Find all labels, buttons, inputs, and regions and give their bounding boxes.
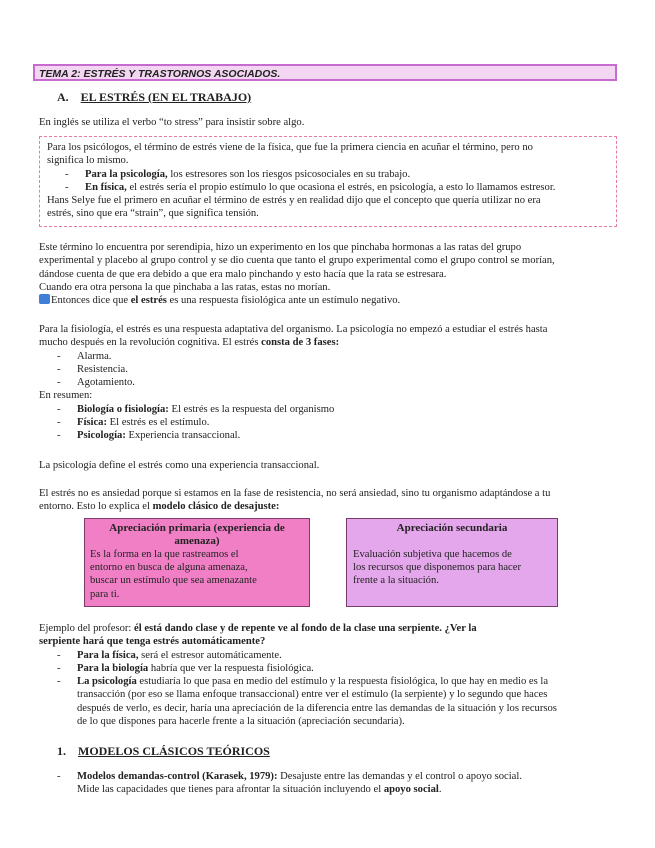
definition-line: Hans Selye fue el primero en acuñar el término de estrés y en realidad dijo que el concepto que quería utilizar no era xyxy=(47,195,541,207)
secondary-appraisal-title: Apreciación secundaria xyxy=(396,522,508,534)
topic-title: TEMA 2: ESTRÉS Y TRASTORNOS ASOCIADOS. xyxy=(39,68,281,80)
topic-banner xyxy=(33,64,617,81)
definition-bullet: - Para la psicología, los estresores son los riesgos psicosociales en su trabajo. xyxy=(65,168,411,180)
paragraph-physiology: Para la fisiología, el estrés es una respuesta adaptativa del organismo. La psicología no empezó a estudiar el estrés hasta mucho después en la revolución cognitiva. El estrés consta de 3 fases: - Alarma. - Resistencia. - Agotamiento. En resumen: - Biología o fisiología: El estrés es la respuesta del organismo - Física: El estrés es el estímulo. - Psicología: Experiencia transaccional. xyxy=(39,323,619,443)
phase-item: - Agotamiento. xyxy=(57,377,135,389)
phase-item: - Resistencia. xyxy=(57,363,128,375)
summary-item: - Psicología: Experiencia transaccional. xyxy=(57,430,241,442)
intro-text: En inglés se utiliza el verbo “to stress” para insistir sobre algo. xyxy=(39,117,305,128)
definition-line: significa lo mismo. xyxy=(47,155,129,167)
summary-label: En resumen: xyxy=(39,390,93,402)
definition-line: Para los psicólogos, el término de estrés viene de la física, que fue la primera ciencia en acuñar el término, pero no xyxy=(47,142,533,153)
paragraph-transactional: La psicología define el estrés como una experiencia transaccional. xyxy=(39,460,320,471)
primary-appraisal-title: Apreciación primaria (experiencia de xyxy=(109,522,285,534)
section-a-number: A. xyxy=(57,90,69,104)
section-a-heading xyxy=(57,88,251,106)
definition-line: estrés, sino que era “strain”, que significa tensión. xyxy=(47,208,259,220)
paragraph-mismatch: El estrés no es ansiedad porque si estamos en la fase de resistencia, no será ansiedad, sino tu organismo adaptándose a tu entorno. Esto lo explica el modelo clásico de desajuste: xyxy=(39,488,551,513)
section-a-title: EL ESTRÉS (EN EL TRABAJO) xyxy=(80,90,252,104)
example-bullet: - La psicología estudiaría lo que pasa en medio del estímulo y la respuesta fisiológica, lo que hay en medio es la xyxy=(57,676,549,688)
primary-appraisal-content: Apreciación primaria (experiencia de amenaza) Es la forma en la que rastreamos el entorno en busca de alguna amenaza, buscar un estímulo que sea amenazante para ti. xyxy=(88,522,306,601)
example-bullet: - Para la física, será el estresor automáticamente. xyxy=(57,649,282,661)
definition-box-content xyxy=(47,141,613,221)
arrow-link-icon[interactable] xyxy=(39,294,50,304)
section-1-number: 1. xyxy=(57,744,66,758)
section-1-title: MODELOS CLÁSICOS TEÓRICOS xyxy=(78,744,270,758)
model-demand-control: - Modelos demandas-control (Karasek, 1979): Desajuste entre las demandas y el control o apoyo social. Mide las capacidades que tienes para afrontar la situación incluyendo el apoyo social. xyxy=(57,771,522,796)
summary-item: - Física: El estrés es el estímulo. xyxy=(57,417,210,429)
example-bullet: - Para la biología habría que ver la respuesta fisiológica. xyxy=(57,662,314,674)
summary-item: - Biología o fisiología: El estrés es la respuesta del organismo xyxy=(57,403,335,415)
conclusion-line: Entonces dice que el estrés es una respuesta fisiológica ante un estímulo negativo. xyxy=(39,294,619,307)
phase-item: - Alarma. xyxy=(57,350,112,362)
secondary-appraisal-content: Apreciación secundaria Evaluación subjetiva que hacemos de los recursos que disponemos para hacer frente a la situación. xyxy=(350,522,554,588)
professor-example: Ejemplo del profesor: él está dando clase y de repente ve al fondo de la clase una serpiente. ¿Ver la serpiente hará que tenga estrés automáticamente? - Para la física, será el estresor automáticamente. - Para la biología habría que ver la respuesta fisiológica. - La psicología estudiaría lo que pasa en medio del estímulo y la respuesta fisiológica, lo que hay en medio es la transacción (por eso se llama enfoque transaccional) entre ver el estímulo (la serpiente) y lo segundo que haces después de verlo, es decir, haría una apreciación de la diferencia entre las demandas de la situación y los recursos de lo que dispones para hacerle frente a la situación (apreciación secundaria). xyxy=(39,622,619,728)
definition-bullet: - En física, el estrés sería el propio estímulo lo que ocasiona el estrés, en psicología, a esto lo llamamos estresor. xyxy=(65,181,556,193)
section-1-heading xyxy=(57,742,270,760)
paragraph-experiment: Este término lo encuentra por serendipia, hizo un experimento en los que pinchaba hormonas a las ratas del grupo experimental y placebo al grupo control y se dio cuenta que tanto el grupo experimental como el grupo control se morían, dándose cuenta de que era debido a que era malo pinchando y esto hacía que la rata se estresara. Cuando era otra persona la que pinchaba a las ratas, estas no morían. Entonces dice que el estrés es una respuesta fisiológica ante un estímulo negativo. xyxy=(39,241,619,307)
